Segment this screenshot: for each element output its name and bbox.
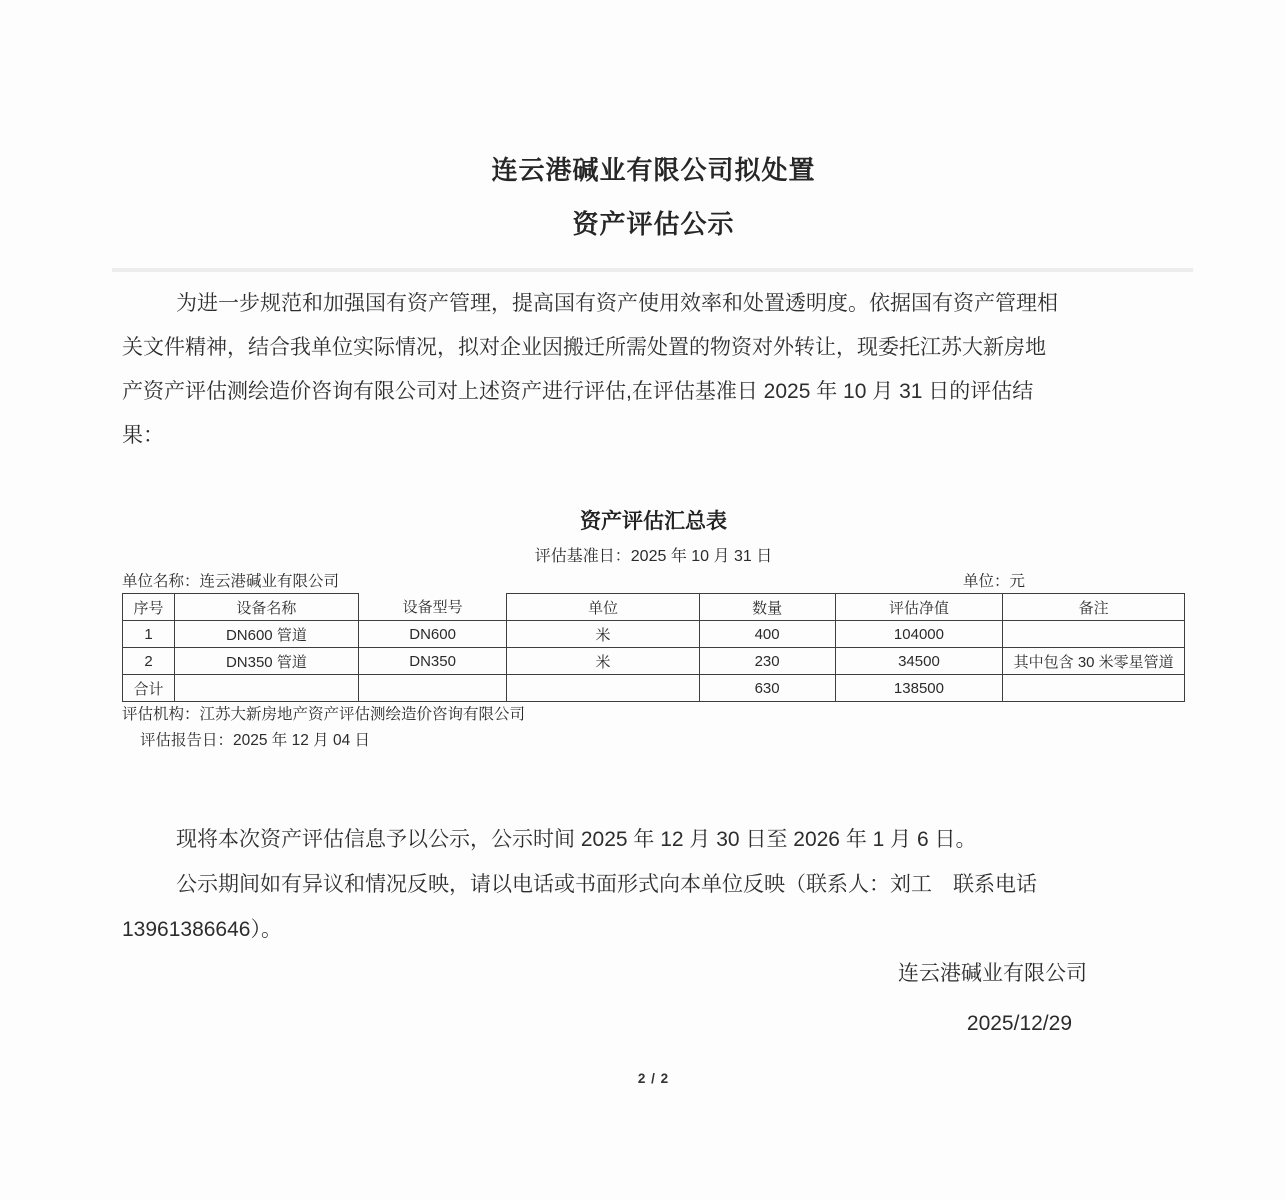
table-cell (358, 675, 507, 702)
section-divider (112, 268, 1193, 272)
table-row (123, 648, 1185, 675)
table-cell (1003, 621, 1185, 648)
paragraph-line: 关文件精神，结合我单位实际情况，拟对企业因搬迁所需处置的物资对外转让，现委托江苏大新房地 (122, 336, 1046, 359)
column-header-remark: 备注 (1003, 594, 1185, 621)
column-header-unit: 单位 (507, 594, 699, 621)
table-cell: DN600 (358, 621, 507, 648)
table-header-row (123, 594, 1185, 621)
table-cell (1003, 675, 1185, 702)
table-cell: DN350 (358, 648, 507, 675)
currency-unit-label: 单位：元 (962, 573, 1025, 590)
summary-table-title: 资产评估汇总表 (580, 510, 727, 533)
paragraph-line: 现将本次资产评估信息予以公示，公示时间 2025 年 12 月 30 日至 2026 年 1 月 6 日。 (176, 828, 977, 851)
table-cell: 其中包含 30 米零星管道 (1003, 648, 1185, 675)
valuation-table (122, 593, 1185, 702)
paragraph-line: 产资产评估测绘造价咨询有限公司对上述资产进行评估,在评估基准日 2025 年 10 月 31 日的评估结 (122, 380, 1034, 403)
column-header-index: 序号 (123, 594, 175, 621)
table-cell: DN600 管道 (175, 621, 359, 648)
table-cell (175, 675, 359, 702)
report-date-note: 评估报告日：2025 年 12 月 04 日 (140, 732, 370, 749)
table-cell: 2 (123, 648, 175, 675)
table-cell: DN350 管道 (175, 648, 359, 675)
table-cell: 400 (699, 621, 835, 648)
table-cell: 34500 (835, 648, 1003, 675)
table-cell: 104000 (835, 621, 1003, 648)
table-cell: 合计 (123, 675, 175, 702)
table-cell (507, 675, 699, 702)
page-title-line2: 资产评估公示 (572, 209, 735, 239)
page-title-line1: 连云港碱业有限公司拟处置 (491, 155, 816, 185)
unit-name-label: 单位名称：连云港碱业有限公司 (122, 573, 340, 590)
valuation-base-date: 评估基准日：2025 年 10 月 31 日 (534, 548, 773, 565)
paragraph-line: 13961386646）。 (122, 918, 282, 941)
column-header-equipment-name: 设备名称 (175, 594, 359, 621)
column-header-net-value: 评估净值 (835, 594, 1003, 621)
column-header-quantity: 数量 (699, 594, 835, 621)
table-cell: 1 (123, 621, 175, 648)
table-meta-row (122, 572, 1185, 592)
column-header-model: 设备型号 (358, 594, 507, 621)
intro-paragraph (122, 282, 1185, 458)
table-row (123, 621, 1185, 648)
signature-date: 2025/12/29 (966, 1012, 1072, 1035)
paragraph-line: 为进一步规范和加强国有资产管理，提高国有资产使用效率和处置透明度。依据国有资产管理相 (176, 292, 1058, 315)
table-cell: 230 (699, 648, 835, 675)
table-cell: 138500 (835, 675, 1003, 702)
appraisal-agency-note: 评估机构：江苏大新房地产资产评估测绘造价咨询有限公司 (122, 706, 526, 723)
paragraph-line: 公示期间如有异议和情况反映，请以电话或书面形式向本单位反映（联系人：刘工 联系电话 (176, 873, 1037, 896)
table-cell: 米 (507, 621, 699, 648)
page-number: 2 / 2 (637, 1071, 670, 1086)
table-cell: 米 (507, 648, 699, 675)
table-total-row (123, 675, 1185, 702)
paragraph-line: 果： (122, 424, 164, 447)
table-cell: 630 (699, 675, 835, 702)
signature-company: 连云港碱业有限公司 (898, 962, 1087, 985)
notice-paragraph (122, 817, 1185, 952)
